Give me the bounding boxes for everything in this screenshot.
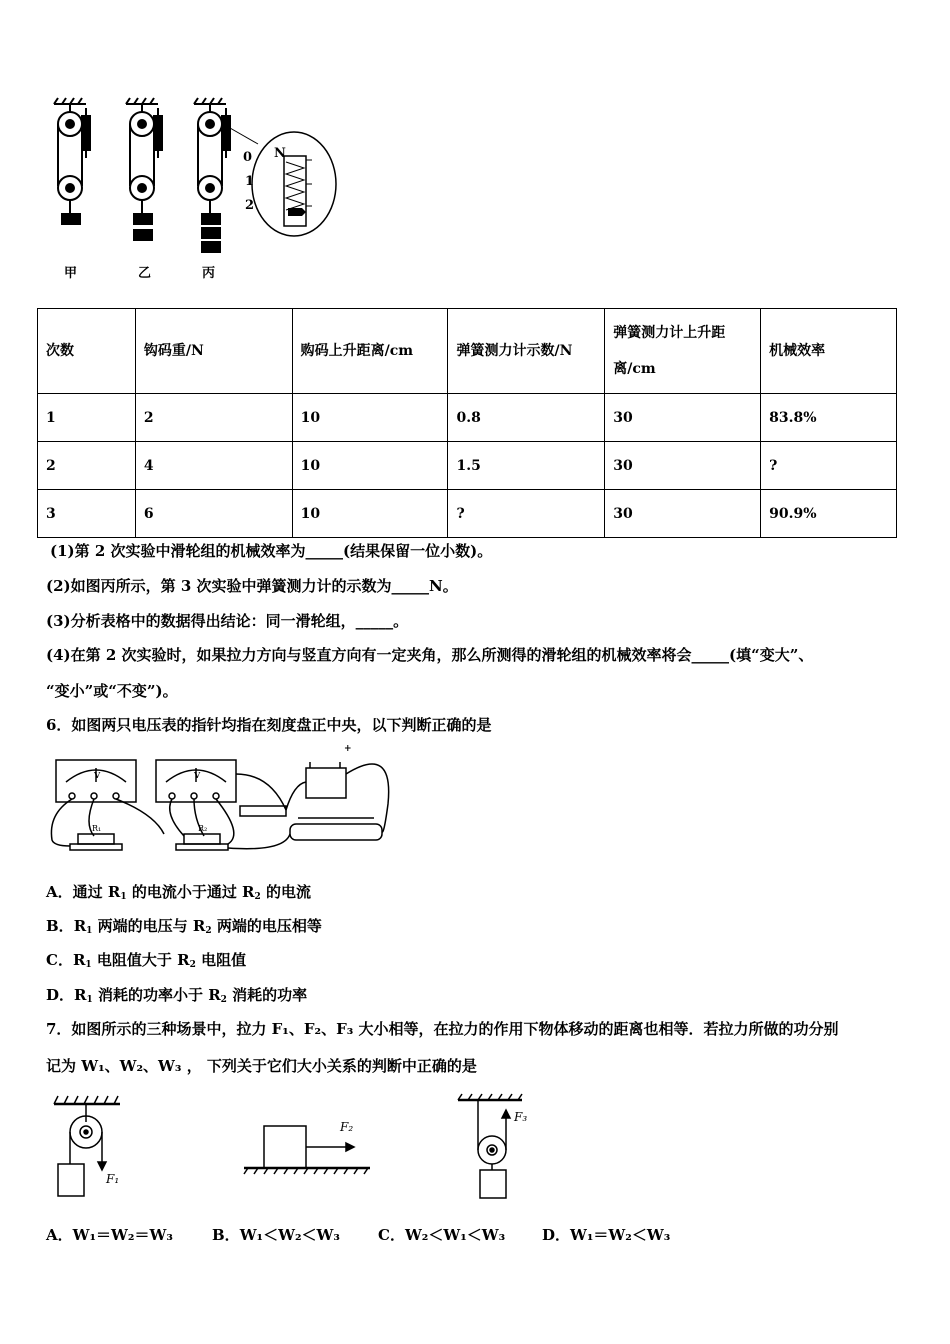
table-cell: 10 (292, 442, 448, 490)
circuit-label-r2: R₂ (198, 824, 208, 833)
q6-option-b[interactable] (46, 915, 322, 936)
experiment-table (37, 308, 897, 538)
option-text: W₂＜W₁＜W₃ (404, 1226, 506, 1244)
q5-part2: (2)如图丙所示，第 3 次实验中弹簧测力计的示数为_____N。 (46, 577, 458, 595)
q5-part4-line2: “变小”或“不变”)。 (46, 682, 178, 700)
scale-mark-1: 1 (245, 174, 255, 189)
table-header-cell: 弹簧测力计上升距离/cm (605, 309, 761, 394)
option-text: 消耗的功率小于 R (92, 986, 221, 1004)
table-cell: 4 (135, 442, 292, 490)
option-text: 两端的电压与 R (92, 917, 206, 935)
q7-option-d[interactable] (542, 1224, 670, 1245)
option-text: 电阻值 (195, 951, 247, 969)
option-text: 的电流小于通过 R (126, 883, 255, 901)
option-text: R (72, 951, 86, 969)
figure-label-bing: 丙 (202, 266, 216, 281)
q6-stem: 6．如图两只电压表的指针均指在刻度盘正中央，以下判断正确的是 (46, 716, 492, 734)
option-letter: D． (542, 1226, 571, 1244)
table-header-cell: 次数 (38, 309, 136, 394)
option-text: 电阻值大于 R (91, 951, 190, 969)
table-cell: 83.8% (761, 394, 897, 442)
circuit-figure (44, 744, 394, 854)
table-cell: 6 (135, 490, 292, 538)
option-letter: C． (46, 951, 73, 969)
option-subscript: 1 (86, 926, 93, 936)
option-letter: B． (46, 917, 74, 935)
table-cell: 1 (38, 394, 136, 442)
option-subscript: 2 (254, 892, 261, 902)
option-letter: A． (46, 1226, 73, 1244)
option-subscript: 1 (86, 995, 93, 1005)
table-header-cell: 购码上升距离/cm (292, 309, 448, 394)
option-text: 的电流 (260, 883, 312, 901)
table-cell: 1.5 (448, 442, 605, 490)
q6-option-d[interactable] (46, 984, 307, 1005)
force-scenes-figure (50, 1092, 550, 1212)
circuit-label-plus: + (344, 744, 352, 754)
q7-option-b[interactable] (212, 1224, 340, 1245)
table-cell: 2 (135, 394, 292, 442)
option-subscript: 1 (120, 892, 127, 902)
q5-part3: (3)分析表格中的数据得出结论：同一滑轮组，_____。 (46, 612, 409, 630)
option-text: W₁＜W₂＜W₃ (239, 1226, 340, 1244)
option-text: R (73, 917, 87, 935)
option-text: 两端的电压相等 (211, 917, 322, 935)
force-label-f2: F₂ (340, 1120, 354, 1134)
option-letter: A． (46, 883, 73, 901)
option-text: 通过 R (72, 883, 121, 901)
table-header-row (38, 309, 897, 394)
circuit-label-r1: R₁ (92, 824, 102, 833)
q7-option-c[interactable] (378, 1224, 505, 1245)
circuit-label-v2: V (194, 770, 201, 780)
table-cell: 90.9% (761, 490, 897, 538)
q7-stem-line2: 记为 W₁、W₂、W₃ ， 下列关于它们大小关系的判断中正确的是 (46, 1057, 477, 1075)
force-label-f3: F₃ (514, 1110, 528, 1124)
table-row (38, 490, 897, 538)
q7-stem-line1: 7．如图所示的三种场景中，拉力 F₁、F₂、F₃ 大小相等，在拉力的作用下物体移动的距离也相等．若拉力所做的功分别 (46, 1020, 839, 1038)
circuit-label-v1: V (94, 770, 101, 780)
option-subscript: 2 (189, 960, 196, 970)
scale-mark-0: 0 (243, 150, 253, 165)
q5-part1: (1)第 2 次实验中滑轮组的机械效率为_____(结果保留一位小数)。 (50, 542, 493, 560)
option-subscript: 1 (85, 960, 92, 970)
q7-option-a[interactable] (46, 1224, 173, 1245)
table-row (38, 394, 897, 442)
table-cell: ? (761, 442, 897, 490)
table-header-cell: 钩码重/N (135, 309, 292, 394)
table-header-cell: 弹簧测力计示数/N (448, 309, 605, 394)
table-cell: 3 (38, 490, 136, 538)
figure-label-yi: 乙 (138, 266, 152, 281)
scale-mark-n: N (274, 146, 286, 161)
pulley-figure (40, 98, 360, 278)
table-header-cell: 机械效率 (761, 309, 897, 394)
option-subscript: 2 (205, 926, 212, 936)
table-cell: 30 (605, 442, 761, 490)
option-text: W₁＝W₂＝W₃ (72, 1226, 173, 1244)
table-cell: 0.8 (448, 394, 605, 442)
option-text: R (74, 986, 87, 1004)
q6-option-c[interactable] (46, 949, 246, 970)
table-cell: 10 (292, 394, 448, 442)
table-cell: 10 (292, 490, 448, 538)
scale-mark-2: 2 (245, 198, 255, 213)
table-cell: ? (448, 490, 605, 538)
option-text: W₁＝W₂＜W₃ (570, 1226, 671, 1244)
table-cell: 30 (605, 394, 761, 442)
table-cell: 2 (38, 442, 136, 490)
table-cell: 30 (605, 490, 761, 538)
q6-option-a[interactable] (46, 881, 311, 902)
option-letter: C． (378, 1226, 405, 1244)
option-letter: D． (46, 986, 75, 1004)
figure-label-jia: 甲 (64, 266, 78, 281)
option-letter: B． (212, 1226, 240, 1244)
table-row (38, 442, 897, 490)
option-text: 消耗的功率 (226, 986, 308, 1004)
force-label-f1: F₁ (106, 1172, 120, 1186)
q5-part4-line1: (4)在第 2 次实验时，如果拉力方向与竖直方向有一定夹角，那么所测得的滑轮组的机械效率将会_____(填“变大”、 (46, 646, 814, 664)
option-subscript: 2 (220, 995, 227, 1005)
